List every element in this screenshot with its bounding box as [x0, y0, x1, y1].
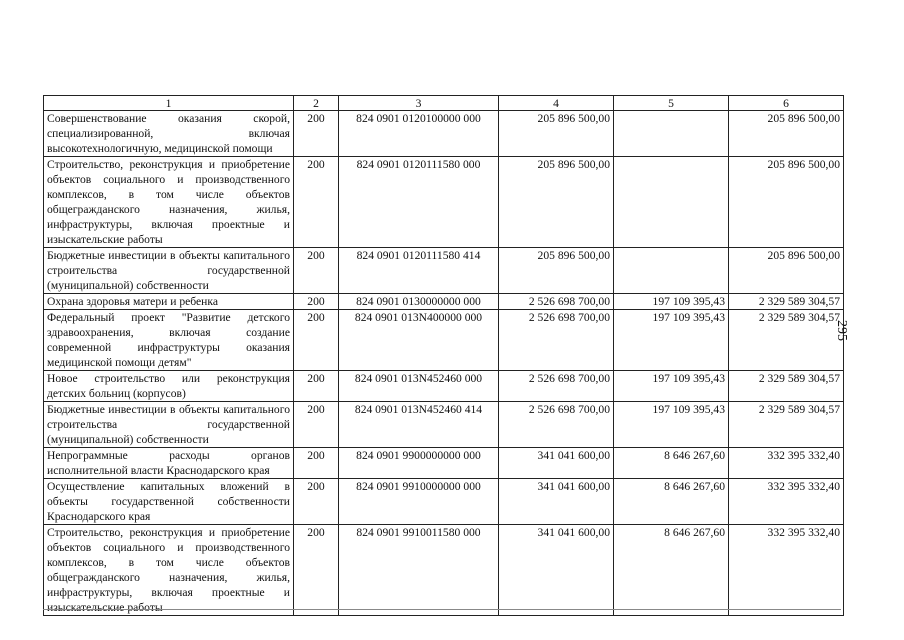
page-number: 295: [834, 320, 849, 341]
row-col5-cell: 8 646 267,60: [614, 448, 729, 479]
row-name-cell: Бюджетные инвестиции в объекты капитального строительства государственной (муниципальной) собственности: [44, 402, 294, 448]
row-col5-cell: 8 646 267,60: [614, 479, 729, 525]
row-col6-cell: 332 395 332,40: [729, 525, 844, 616]
table-row: [44, 248, 844, 294]
row-col4-cell: 2 526 698 700,00: [499, 310, 614, 371]
row-name-cell: Новое строительство или реконструкция детских больниц (корпусов): [44, 371, 294, 402]
row-col5-cell: [614, 111, 729, 157]
row-code-cell: 824 0901 0120111580 000: [339, 157, 499, 248]
row-group-cell: 200: [294, 248, 339, 294]
column-header: 6: [729, 96, 844, 111]
row-col4-cell: 341 041 600,00: [499, 525, 614, 616]
budget-table: [43, 95, 844, 616]
row-col5-cell: 197 109 395,43: [614, 371, 729, 402]
column-header: 1: [44, 96, 294, 111]
row-code-cell: 824 0901 0120111580 414: [339, 248, 499, 294]
row-col4-cell: 341 041 600,00: [499, 448, 614, 479]
row-name-cell: Охрана здоровья матери и ребенка: [44, 294, 294, 310]
row-col6-cell: 205 896 500,00: [729, 248, 844, 294]
row-group-cell: 200: [294, 371, 339, 402]
row-col5-cell: 197 109 395,43: [614, 402, 729, 448]
column-header: 2: [294, 96, 339, 111]
row-col5-cell: [614, 157, 729, 248]
row-col5-cell: 8 646 267,60: [614, 525, 729, 616]
row-col4-cell: 2 526 698 700,00: [499, 294, 614, 310]
row-code-cell: 824 0901 0130000000 000: [339, 294, 499, 310]
bottom-rule: [43, 609, 841, 610]
table-row: [44, 310, 844, 371]
row-col6-cell: 2 329 589 304,57: [729, 294, 844, 310]
row-col5-cell: 197 109 395,43: [614, 310, 729, 371]
row-col4-cell: 341 041 600,00: [499, 479, 614, 525]
row-code-cell: 824 0901 9910011580 000: [339, 525, 499, 616]
row-code-cell: 824 0901 9900000000 000: [339, 448, 499, 479]
row-code-cell: 824 0901 013N452460 414: [339, 402, 499, 448]
row-group-cell: 200: [294, 402, 339, 448]
row-col6-cell: 332 395 332,40: [729, 448, 844, 479]
row-name-cell: Осуществление капитальных вложений в объекты государственной собственности Краснодарского края: [44, 479, 294, 525]
table-row: [44, 525, 844, 616]
row-col6-cell: 2 329 589 304,57: [729, 371, 844, 402]
table-row: [44, 402, 844, 448]
row-group-cell: 200: [294, 111, 339, 157]
column-header: 5: [614, 96, 729, 111]
row-group-cell: 200: [294, 294, 339, 310]
table-row: [44, 479, 844, 525]
table-row: [44, 448, 844, 479]
row-col4-cell: 205 896 500,00: [499, 248, 614, 294]
table-row: [44, 157, 844, 248]
row-name-cell: Строительство, реконструкция и приобретение объектов социального и производственного комплексов, в том числе объектов общегражданского назначения, жилья, инфраструктуры, включая проектные и изыскательские работы: [44, 525, 294, 616]
row-group-cell: 200: [294, 448, 339, 479]
row-col4-cell: 2 526 698 700,00: [499, 371, 614, 402]
row-name-cell: Непрограммные расходы органов исполнительной власти Краснодарского края: [44, 448, 294, 479]
row-col6-cell: 2 329 589 304,57: [729, 402, 844, 448]
row-name-cell: Федеральный проект "Развитие детского здравоохранения, включая создание современной инфраструктуры оказания медицинской помощи детям": [44, 310, 294, 371]
row-group-cell: 200: [294, 525, 339, 616]
row-code-cell: 824 0901 0120100000 000: [339, 111, 499, 157]
row-code-cell: 824 0901 9910000000 000: [339, 479, 499, 525]
row-col6-cell: 332 395 332,40: [729, 479, 844, 525]
row-group-cell: 200: [294, 310, 339, 371]
table-body: [44, 111, 844, 616]
row-col4-cell: 2 526 698 700,00: [499, 402, 614, 448]
row-name-cell: Бюджетные инвестиции в объекты капитального строительства государственной (муниципальной) собственности: [44, 248, 294, 294]
row-name-cell: Совершенствование оказания скорой, специализированной, включая высокотехнологичную, медицинской помощи: [44, 111, 294, 157]
row-col6-cell: 2 329 589 304,57: [729, 310, 844, 371]
row-col5-cell: [614, 248, 729, 294]
row-code-cell: 824 0901 013N400000 000: [339, 310, 499, 371]
table-row: [44, 371, 844, 402]
row-col6-cell: 205 896 500,00: [729, 157, 844, 248]
row-group-cell: 200: [294, 157, 339, 248]
row-col4-cell: 205 896 500,00: [499, 157, 614, 248]
row-code-cell: 824 0901 013N452460 000: [339, 371, 499, 402]
row-col4-cell: 205 896 500,00: [499, 111, 614, 157]
table-row: [44, 111, 844, 157]
row-col5-cell: 197 109 395,43: [614, 294, 729, 310]
row-name-cell: Строительство, реконструкция и приобретение объектов социального и производственного комплексов, в том числе объектов общегражданского назначения, жилья, инфраструктуры, включая проектные и изыскательские работы: [44, 157, 294, 248]
row-group-cell: 200: [294, 479, 339, 525]
table-row: [44, 294, 844, 310]
column-header: 3: [339, 96, 499, 111]
column-header: 4: [499, 96, 614, 111]
row-col6-cell: 205 896 500,00: [729, 111, 844, 157]
table-header-row: [44, 96, 844, 111]
